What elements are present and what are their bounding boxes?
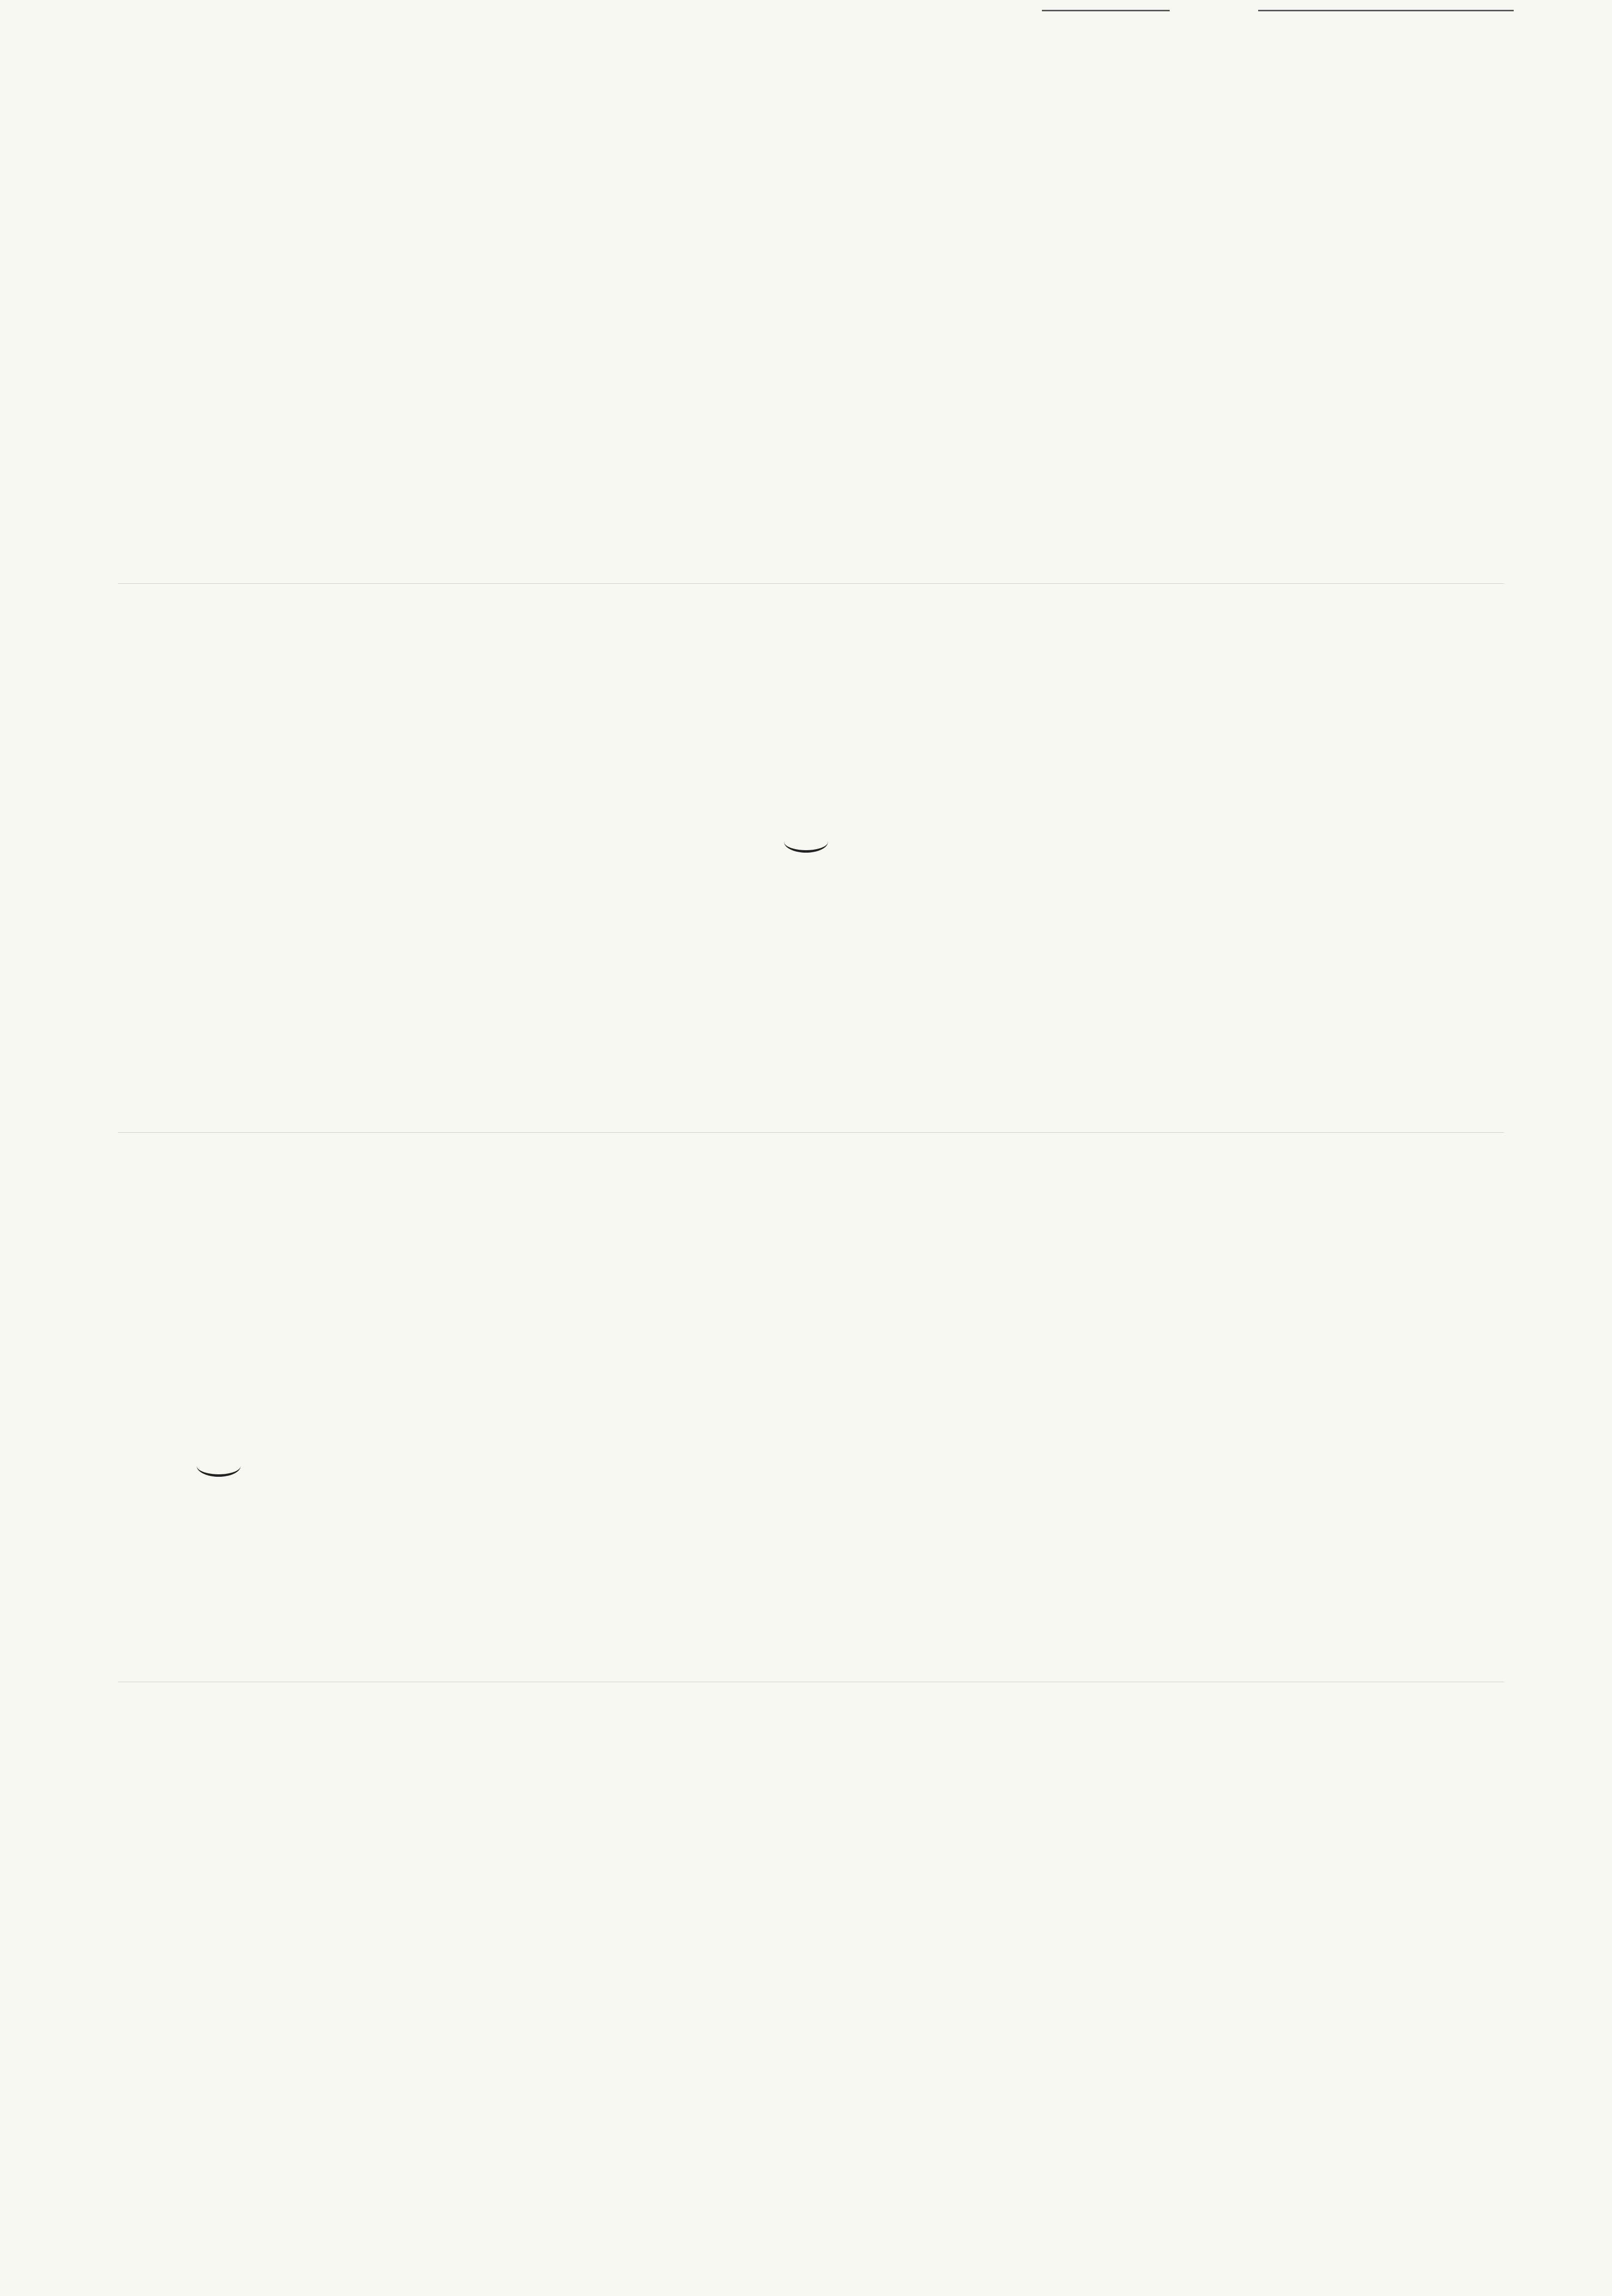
article-column-8 [811,34,1504,584]
article-column-5 [811,1682,1504,2231]
article-column-7 [811,584,1504,1133]
article-column-4 [118,34,811,584]
article-column-3 [118,584,811,1133]
top-rule-left [1042,10,1170,11]
article-upper-band [118,34,811,2231]
article-column-2 [118,1133,811,1683]
rotated-article-body [118,34,1504,2231]
article-column-1 [118,1682,811,2231]
article-column-6 [811,1133,1504,1683]
article-lower-band [811,34,1504,2231]
top-rule-right [1258,10,1514,11]
newspaper-article [118,34,1504,2231]
